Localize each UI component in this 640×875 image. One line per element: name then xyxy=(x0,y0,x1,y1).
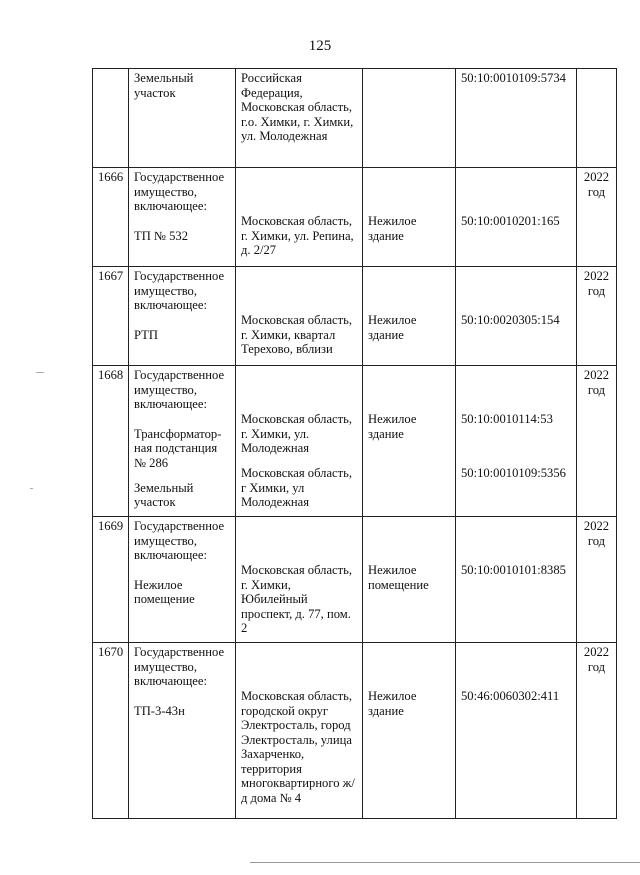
object-purpose-cell xyxy=(363,267,456,366)
object-name: Земельный участок xyxy=(134,480,194,509)
object-address: Московская область, г Химки, ул Молодежная xyxy=(241,466,353,509)
cadastral-number: 50:10:0010101:8385 xyxy=(461,563,566,577)
table-row xyxy=(93,517,617,643)
year-cell: 2022 год xyxy=(577,168,617,267)
group-header: Государственное имущество, включающее: xyxy=(134,269,225,312)
cadastral-cell xyxy=(456,643,577,819)
row-number: 1668 xyxy=(93,366,129,517)
object-purpose-cell xyxy=(363,168,456,267)
object-purpose xyxy=(363,69,456,168)
group-header: Государственное имущество, включающее: xyxy=(134,170,225,213)
cadastral-number: 50:10:0010109:5734 xyxy=(456,69,577,168)
group-header: Государственное имущество, включающее: xyxy=(134,519,225,562)
cadastral-number: 50:10:0010201:165 xyxy=(461,214,560,228)
cadastral-number: 50:10:0020305:154 xyxy=(461,313,560,327)
object-address-cell xyxy=(236,643,363,819)
object-name: РТП xyxy=(134,327,158,342)
object-address: Московская область, г. Химки, Юбилейный проспект, д. 77, пом. 2 xyxy=(241,563,353,635)
object-name-cell xyxy=(129,643,236,819)
object-address: Московская область, г. Химки, ул. Молодежная xyxy=(241,412,353,455)
object-address-cell xyxy=(236,168,363,267)
group-header: Государственное имущество, включающее: xyxy=(134,645,225,688)
object-name: ТП-3-43н xyxy=(134,703,185,718)
object-name-cell xyxy=(129,168,236,267)
object-address-cell xyxy=(236,366,363,517)
object-purpose-cell xyxy=(363,643,456,819)
cadastral-number: 50:46:0060302:411 xyxy=(461,689,560,703)
year-cell: 2022 год xyxy=(577,517,617,643)
object-name-cell xyxy=(129,366,236,517)
object-purpose-cell xyxy=(363,517,456,643)
object-purpose: Нежилое здание xyxy=(368,313,417,342)
object-address: Московская область, г. Химки, ул. Репина, д. 2/27 xyxy=(241,214,354,257)
object-purpose: Нежилое здание xyxy=(368,412,417,441)
cadastral-cell xyxy=(456,366,577,517)
cadastral-cell xyxy=(456,168,577,267)
property-registry-table xyxy=(92,68,617,819)
year-cell xyxy=(577,69,617,168)
table-row xyxy=(93,69,617,168)
object-purpose: Нежилое здание xyxy=(368,689,417,718)
object-address: Московская область, городской округ Электросталь, город Электросталь, улица Захарченко, территория многоквартирного ж/д дома № 4 xyxy=(241,689,355,805)
page-number: 125 xyxy=(308,38,332,54)
table-row xyxy=(93,366,617,517)
row-number: 1667 xyxy=(93,267,129,366)
object-name: Нежилое помещение xyxy=(134,577,195,606)
scan-mark xyxy=(36,372,44,373)
object-name: ТП № 532 xyxy=(134,228,188,243)
object-name: Земельный участок xyxy=(129,69,236,168)
object-name: Трансформатор-ная подстанция № 286 xyxy=(134,426,222,470)
table-row xyxy=(93,643,617,819)
row-number xyxy=(93,69,129,168)
scan-mark xyxy=(30,488,33,489)
object-purpose: Нежилое здание xyxy=(368,214,417,243)
year-cell: 2022 год xyxy=(577,267,617,366)
cadastral-number: 50:10:0010109:5356 xyxy=(461,466,566,480)
object-address: Московская область, г. Химки, квартал Терехово, вблизи xyxy=(241,313,353,356)
object-address-cell xyxy=(236,517,363,643)
row-number: 1666 xyxy=(93,168,129,267)
object-name-cell xyxy=(129,517,236,643)
object-purpose: Нежилое помещение xyxy=(368,563,429,592)
year-cell: 2022 год xyxy=(577,366,617,517)
row-number: 1669 xyxy=(93,517,129,643)
cadastral-number: 50:10:0010114:53 xyxy=(461,412,553,426)
object-name-cell xyxy=(129,267,236,366)
year-cell: 2022 год xyxy=(577,643,617,819)
scan-edge-line xyxy=(250,862,640,863)
object-address: Российская Федерация, Московская область, г.о. Химки, г. Химки, ул. Молодежная xyxy=(236,69,363,168)
object-address-cell xyxy=(236,267,363,366)
group-header: Государственное имущество, включающее: xyxy=(134,368,225,411)
object-purpose-cell xyxy=(363,366,456,517)
row-number: 1670 xyxy=(93,643,129,819)
cadastral-cell xyxy=(456,517,577,643)
table-row xyxy=(93,267,617,366)
table-row xyxy=(93,168,617,267)
cadastral-cell xyxy=(456,267,577,366)
